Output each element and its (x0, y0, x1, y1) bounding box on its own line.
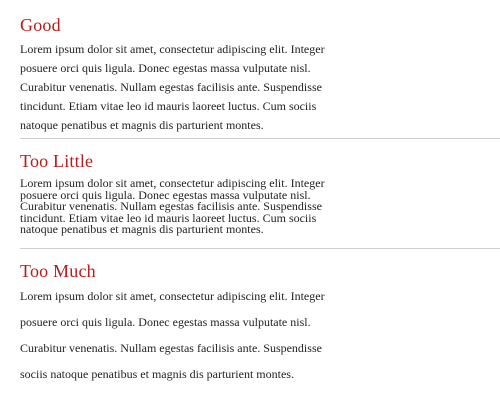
paragraph-line: Lorem ipsum dolor sit amet, consectetur adipiscing elit. Integer (20, 176, 325, 190)
section-heading-too-little: Too Little (20, 151, 94, 171)
paragraph-line: Curabitur venenatis. Nullam egestas facilisis ante. Suspendisse (20, 199, 322, 213)
section-divider (20, 138, 500, 139)
paragraph-line: sociis natoque penatibus et magnis dis parturient montes. (20, 367, 294, 381)
paragraph-good (20, 40, 370, 135)
section-heading-good: Good (20, 15, 61, 35)
section-divider (20, 248, 500, 249)
paragraph-line: posuere orci quis ligula. Donec egestas massa vulputate nisl. (20, 187, 311, 202)
paragraph-line: natoque penatibus et magnis dis parturient montes. (20, 222, 264, 236)
section-good (20, 14, 370, 135)
paragraph-line: Lorem ipsum dolor sit amet, consectetur adipiscing elit. Integer (20, 42, 325, 56)
paragraph-line: posuere orci quis ligula. Donec egestas massa vulputate nisl. (20, 315, 311, 329)
paragraph-line: Curabitur venenatis. Nullam egestas facilisis ante. Suspendisse (20, 341, 322, 355)
paragraph-too-little (20, 178, 370, 236)
paragraph-line: Lorem ipsum dolor sit amet, consectetur adipiscing elit. Integer (20, 289, 325, 303)
paragraph-line: Curabitur venenatis. Nullam egestas facilisis ante. Suspendisse (20, 80, 322, 94)
section-too-much (20, 260, 370, 387)
paragraph-line: natoque penatibus et magnis dis parturient montes. (20, 118, 264, 132)
paragraph-line: tincidunt. Etiam vitae leo id mauris laoreet luctus. Cum sociis (20, 210, 317, 225)
paragraph-line: posuere orci quis ligula. Donec egestas massa vulputate nisl. (20, 61, 311, 75)
section-too-little (20, 150, 370, 236)
paragraph-line: tincidunt. Etiam vitae leo id mauris laoreet luctus. Cum sociis (20, 99, 317, 113)
paragraph-too-much (20, 283, 370, 387)
section-heading-too-much: Too Much (20, 261, 96, 281)
